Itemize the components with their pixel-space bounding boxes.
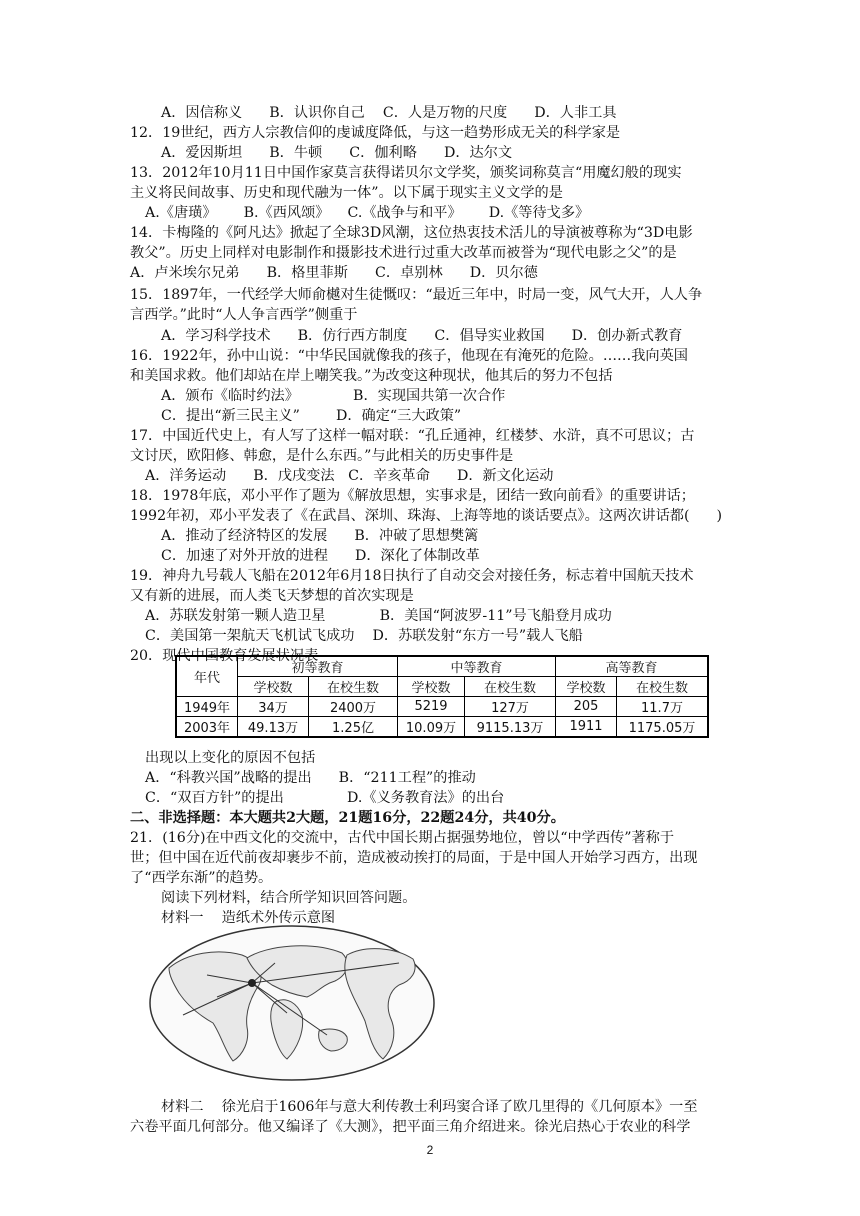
table-cell: 34万 [238,697,309,717]
table-header-cell: 在校生数 [309,677,398,697]
text-line: A．爱因斯坦 B．牛顿 C．伽利略 D．达尔文 [161,145,513,161]
table-header-cell: 中等教育 [398,656,556,677]
table-cell: 11.7万 [617,697,709,717]
table-cell: 49.13万 [238,717,309,738]
text-line: 和美国求救。他们却站在岸上嘲笑我。”为改变这种现状，他其后的努力不包括 [130,368,613,384]
education-table [175,655,709,738]
text-line: A．“科教兴国”战略的提出 B．“211工程”的推动 [145,770,476,786]
table-cell: 10.09万 [398,717,465,738]
text-line: 20．现代中国教育发展状况表 [130,648,319,664]
text-line: C．美国第一架航天飞机试飞成功 D．苏联发射“东方一号”载人飞船 [145,628,583,644]
table-cell: 1949年 [176,697,238,717]
table-cell: 1.25亿 [309,717,398,738]
table-cell: 2003年 [176,717,238,738]
text-line: A．推动了经济特区的发展 B．冲破了思想樊篱 [161,528,479,544]
table-cell: 2400万 [309,697,398,717]
text-line: 19．神舟九号载人飞船在2012年6月18日执行了自动交会对接任务，标志着中国航天技术 [130,568,694,584]
text-line: 六卷平面几何部分。他又编译了《大测》，把平面三角介绍进来。徐光启热心于农业的科学 [130,1119,691,1135]
table-subheader-row [176,677,708,697]
paper-spread-map [147,923,437,1083]
table-cell: 5219 [398,697,465,717]
table-cell: 1175.05万 [617,717,709,738]
text-line: 21．(16分)在中西文化的交流中，古代中国长期占据强势地位，曾以“中学西传”著称于 [130,830,675,846]
table-row [176,697,708,717]
text-line: A．因信称义 B．认识你自己 C．人是万物的尺度 D．人非工具 [161,105,617,121]
text-line: 出现以上变化的原因不包括 [145,750,316,766]
text-line: A．学习科学技术 B．仿行西方制度 C．倡导实业救国 D．创办新式教育 [161,328,683,344]
text-line: C．提出“新三民主义” D．确定“三大政策” [161,408,462,424]
text-line: 13．2012年10月11日中国作家莫言获得诺贝尔文学奖，颁奖词称莫言“用魔幻般的现实 [130,165,682,181]
text-line: 了“西学东渐”的趋势。 [130,870,273,886]
table-header-cell: 学校数 [238,677,309,697]
text-line: A．卢米埃尔兄弟 B．格里菲斯 C．卓别林 D．贝尔德 [130,265,538,281]
table-cell: 1911 [556,717,617,738]
text-line: 文讨厌，欧阳修、韩愈，是什么东西。”与此相关的历史事件是 [130,448,514,464]
table-header-cell: 学校数 [556,677,617,697]
table-header-cell: 年代 [176,656,238,697]
text-line: 教父”。历史上同样对电影制作和摄影技术进行过重大改革而被誉为“现代电影之父”的是 [130,245,677,261]
text-line: 二、非选择题：本大题共2大题，21题16分，22题24分，共40分。 [130,810,565,826]
page-number: 2 [426,1143,434,1157]
table-header-row [176,656,708,677]
text-line: 17．中国近代史上，有人写了这样一幅对联：“孔丘通神，红楼梦、水浒，真不可思议；古 [130,428,695,444]
table-header-cell: 在校生数 [617,677,709,697]
table-header-cell: 初等教育 [238,656,398,677]
text-line: 又有新的进展，而人类飞天梦想的首次实现是 [130,588,414,604]
text-line: 12．19世纪，西方人宗教信仰的虔诚度降低，与这一趋势形成无关的科学家是 [130,125,621,141]
text-line: 世；但中国在近代前夜却裹步不前，造成被动挨打的局面，于是中国人开始学习西方，出现 [130,850,698,866]
text-line: C．“双百方针”的提出 D.《义务教育法》的出台 [145,790,505,806]
table-header-cell: 在校生数 [465,677,556,697]
text-line: A.《唐璜》 B.《西风颂》 C.《战争与和平》 D.《等待戈多》 [145,205,590,221]
text-line: 材料二 徐光启于1606年与意大利传教士利玛窦合译了欧几里得的《几何原本》一至 [161,1099,698,1115]
text-line: 言西学。”此时“人人争言西学”侧重于 [130,307,358,323]
text-line: 15．1897年，一代经学大师俞樾对生徒慨叹：“最近三年中，时局一变，风气大开，人人争 [130,287,703,303]
text-line: C．加速了对外开放的进程 D．深化了体制改革 [161,548,480,564]
text-line: 14．卡梅隆的《阿凡达》掀起了全球3D风潮，这位热衷技术活儿的导演被尊称为“3D电影 [130,225,693,241]
text-line: 主义将民间故事、历史和现代融为一体”。以下属于现实主义文学的是 [130,185,563,201]
text-line: A．洋务运动 B．戊戌变法 C．辛亥革命 D．新文化运动 [145,468,554,484]
table-header-cell: 学校数 [398,677,465,697]
table-cell: 9115.13万 [465,717,556,738]
text-line: 1992年初，邓小平发表了《在武昌、深圳、珠海、上海等地的谈话要点》。这两次讲话都( ) [130,508,723,524]
table-cell: 205 [556,697,617,717]
table-row [176,717,708,738]
text-line: 18．1978年底，邓小平作了题为《解放思想，实事求是，团结一致向前看》的重要讲话； [130,488,695,504]
text-line: A．颁布《临时约法》 B．实现国共第一次合作 [161,388,506,404]
text-line: A．苏联发射第一颗人造卫星 B．美国“阿波罗-11”号飞船登月成功 [145,608,612,624]
table-cell: 127万 [465,697,556,717]
table-header-cell: 高等教育 [556,656,709,677]
text-line: 16．1922年，孙中山说：“中华民国就像我的孩子，他现在有淹死的危险。……我向英国 [130,348,688,364]
text-line: 材料一 造纸术外传示意图 [161,910,336,926]
text-line: 阅读下列材料，结合所学知识回答问题。 [161,890,417,906]
